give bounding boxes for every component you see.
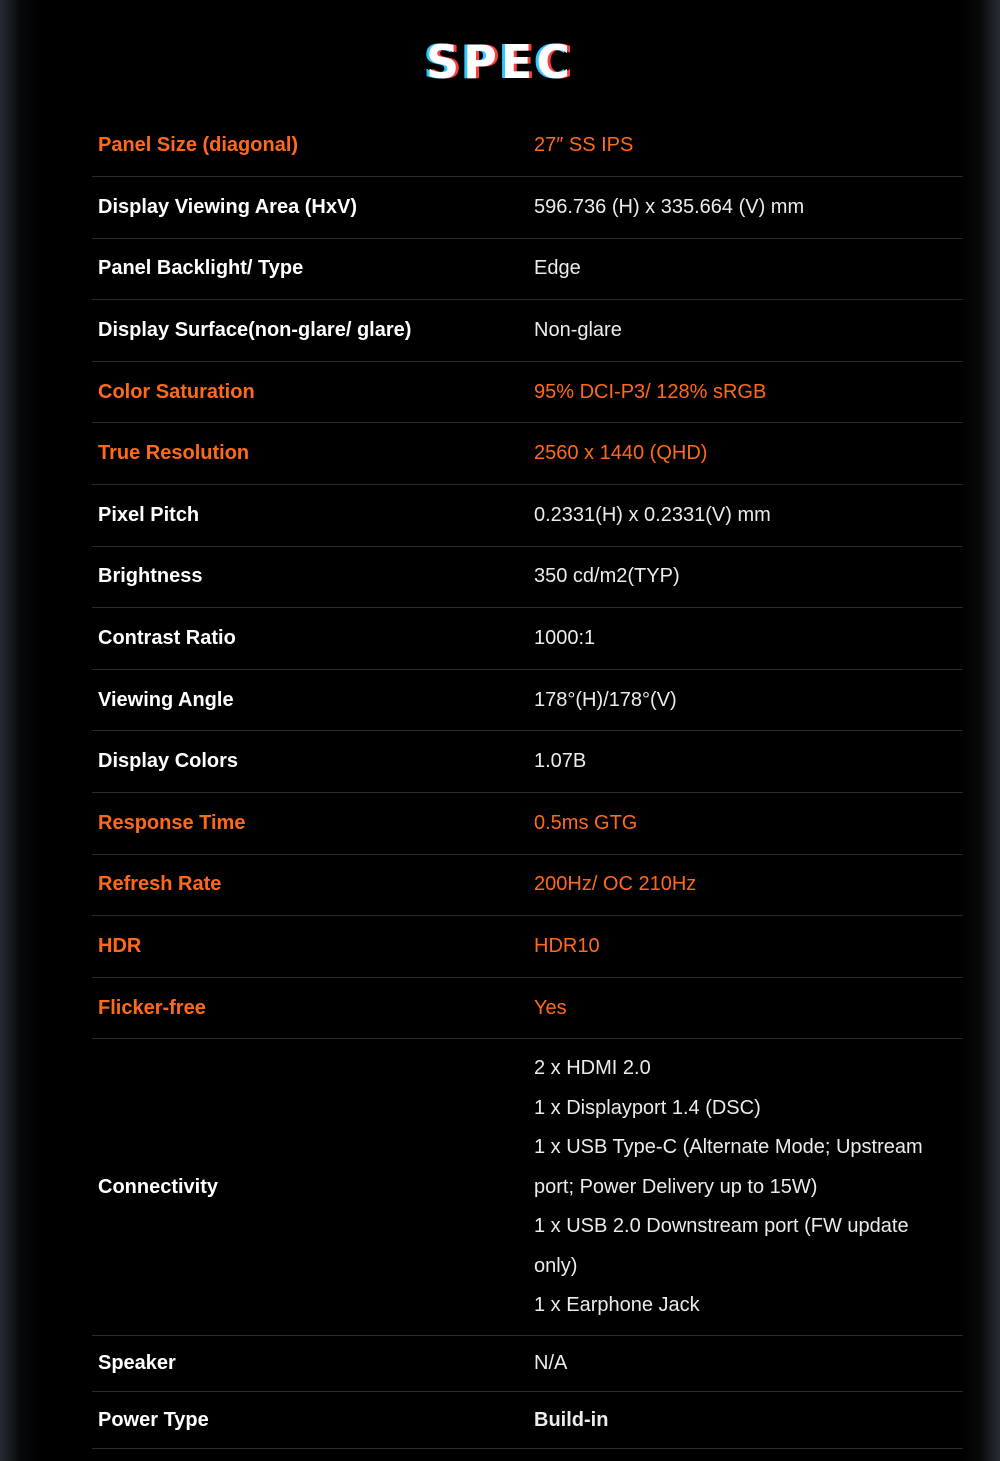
spec-value: 178°(H)/178°(V) — [534, 669, 963, 731]
spec-value: Edge — [534, 238, 963, 300]
spec-label: Flicker-free — [92, 977, 534, 1039]
spec-label: Color Saturation — [92, 361, 534, 423]
spec-row-contrast — [92, 608, 963, 670]
spec-value: HDR10 — [534, 916, 963, 978]
spec-value: 0.5ms GTG — [534, 793, 963, 855]
spec-label: Display Viewing Area (HxV) — [92, 177, 534, 239]
spec-value: Yes — [534, 977, 963, 1039]
connectivity-line: 1 x Displayport 1.4 (DSC) — [534, 1096, 761, 1119]
spec-label: Power Type — [92, 1392, 534, 1449]
connectivity-line: 2 x HDMI 2.0 — [534, 1057, 651, 1080]
connectivity-line: 1 x Earphone Jack — [534, 1294, 700, 1317]
spec-table — [92, 115, 963, 1449]
spec-label: True Resolution — [92, 423, 534, 485]
spec-value: 2560 x 1440 (QHD) — [534, 423, 963, 485]
spec-label: Panel Backlight/ Type — [92, 238, 534, 300]
connectivity-list — [534, 1039, 963, 1336]
spec-label: Response Time — [92, 793, 534, 855]
spec-row-response-time — [92, 793, 963, 855]
connectivity-line: port; Power Delivery up to 15W) — [534, 1175, 818, 1198]
spec-row-color-saturation — [92, 361, 963, 423]
spec-label: Brightness — [92, 546, 534, 608]
spec-row-pixel-pitch — [92, 485, 963, 547]
spec-value: Build-in — [534, 1392, 963, 1449]
spec-row-resolution — [92, 423, 963, 485]
spec-label: Speaker — [92, 1336, 534, 1392]
spec-row-flicker-free — [92, 977, 963, 1039]
spec-row-connectivity — [92, 1039, 963, 1336]
spec-row-panel-size — [92, 115, 963, 177]
left-edge-glow — [0, 0, 40, 1461]
spec-row-refresh-rate — [92, 854, 963, 916]
spec-value: N/A — [534, 1336, 963, 1392]
connectivity-line: 1 x USB 2.0 Downstream port (FW update — [534, 1215, 909, 1238]
spec-row-viewing-area — [92, 177, 963, 239]
spec-label: Contrast Ratio — [92, 608, 534, 670]
spec-label: Viewing Angle — [92, 669, 534, 731]
spec-label: Connectivity — [92, 1039, 534, 1336]
spec-row-surface — [92, 300, 963, 362]
spec-value: 1000:1 — [534, 608, 963, 670]
spec-row-power-type — [92, 1392, 963, 1449]
spec-row-hdr — [92, 916, 963, 978]
right-edge-glow — [960, 0, 1000, 1461]
spec-value: 350 cd/m2(TYP) — [534, 546, 963, 608]
spec-value: 1.07B — [534, 731, 963, 793]
page-title: SPEC — [425, 35, 575, 89]
spec-label: Pixel Pitch — [92, 485, 534, 547]
spec-row-brightness — [92, 546, 963, 608]
spec-value: 0.2331(H) x 0.2331(V) mm — [534, 485, 963, 547]
spec-label: Refresh Rate — [92, 854, 534, 916]
spec-row-viewing-angle — [92, 669, 963, 731]
spec-value: Non-glare — [534, 300, 963, 362]
spec-label: HDR — [92, 916, 534, 978]
spec-row-display-colors — [92, 731, 963, 793]
spec-row-speaker — [92, 1336, 963, 1392]
spec-row-backlight — [92, 238, 963, 300]
spec-label: Panel Size (diagonal) — [92, 115, 534, 177]
spec-label: Display Colors — [92, 731, 534, 793]
connectivity-line: only) — [534, 1254, 578, 1277]
spec-value: 596.736 (H) x 335.664 (V) mm — [534, 177, 963, 239]
spec-value: 27″ SS IPS — [534, 115, 963, 177]
connectivity-line: 1 x USB Type-C (Alternate Mode; Upstream — [534, 1136, 923, 1159]
spec-value: 200Hz/ OC 210Hz — [534, 854, 963, 916]
spec-label: Display Surface(non-glare/ glare) — [92, 300, 534, 362]
spec-value: 95% DCI-P3/ 128% sRGB — [534, 361, 963, 423]
